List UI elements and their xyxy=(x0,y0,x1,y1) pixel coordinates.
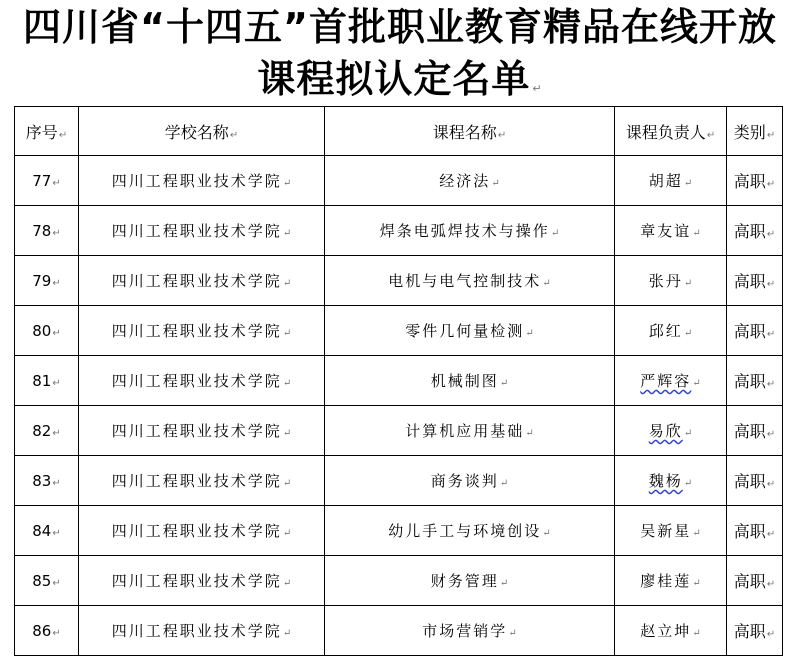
cell-index: 83↵ xyxy=(15,456,79,506)
cell-course: 市场营销学↵ xyxy=(325,606,615,656)
table-row xyxy=(15,606,783,656)
cell-school: 四川工程职业技术学院↵ xyxy=(79,356,325,406)
cell-type: 高职↵ xyxy=(727,456,783,506)
cell-lead: 魏杨↵ xyxy=(615,456,727,506)
header-type: 类别↵ xyxy=(727,107,783,156)
cell-lead: 章友谊↵ xyxy=(615,206,727,256)
cell-lead: 易欣↵ xyxy=(615,406,727,456)
table-row xyxy=(15,506,783,556)
paragraph-mark: ↵ xyxy=(532,82,543,95)
cell-type: 高职↵ xyxy=(727,256,783,306)
table-row xyxy=(15,556,783,606)
cell-type: 高职↵ xyxy=(727,406,783,456)
cell-course: 计算机应用基础↵ xyxy=(325,406,615,456)
table-header-row xyxy=(15,107,783,156)
cell-school: 四川工程职业技术学院↵ xyxy=(79,256,325,306)
cell-school: 四川工程职业技术学院↵ xyxy=(79,606,325,656)
cell-course: 零件几何量检测↵ xyxy=(325,306,615,356)
cell-type: 高职↵ xyxy=(727,306,783,356)
cell-index: 84↵ xyxy=(15,506,79,556)
title-text-2: 课程拟认定名单 xyxy=(257,57,531,101)
cell-type: 高职↵ xyxy=(727,356,783,406)
document-title-line-1 xyxy=(0,4,800,50)
cell-lead: 赵立坤↵ xyxy=(615,606,727,656)
cell-school: 四川工程职业技术学院↵ xyxy=(79,206,325,256)
cell-lead: 邱红↵ xyxy=(615,306,727,356)
cell-type: 高职↵ xyxy=(727,606,783,656)
cell-index: 85↵ xyxy=(15,556,79,606)
header-index: 序号↵ xyxy=(15,107,79,156)
table-row xyxy=(15,206,783,256)
cell-course: 焊条电弧焊技术与操作↵ xyxy=(325,206,615,256)
cell-school: 四川工程职业技术学院↵ xyxy=(79,506,325,556)
cell-index: 82↵ xyxy=(15,406,79,456)
cell-school: 四川工程职业技术学院↵ xyxy=(79,156,325,206)
cell-course: 商务谈判↵ xyxy=(325,456,615,506)
table-row xyxy=(15,406,783,456)
cell-type: 高职↵ xyxy=(727,556,783,606)
title-text-1: 四川省“十四五”首批职业教育精品在线开放 xyxy=(23,5,777,49)
cell-course: 机械制图↵ xyxy=(325,356,615,406)
cell-lead: 吴新星↵ xyxy=(615,506,727,556)
cell-index: 79↵ xyxy=(15,256,79,306)
cell-lead: 张丹↵ xyxy=(615,256,727,306)
cell-school: 四川工程职业技术学院↵ xyxy=(79,556,325,606)
header-course: 课程名称↵ xyxy=(325,107,615,156)
cell-course: 经济法↵ xyxy=(325,156,615,206)
cell-school: 四川工程职业技术学院↵ xyxy=(79,456,325,506)
cell-type: 高职↵ xyxy=(727,206,783,256)
course-list-table xyxy=(14,106,783,656)
cell-course: 幼儿手工与环境创设↵ xyxy=(325,506,615,556)
cell-index: 86↵ xyxy=(15,606,79,656)
document-title-line-2 xyxy=(0,56,800,112)
cell-lead: 廖桂莲↵ xyxy=(615,556,727,606)
table-row xyxy=(15,306,783,356)
cell-school: 四川工程职业技术学院↵ xyxy=(79,306,325,356)
cell-lead: 胡超↵ xyxy=(615,156,727,206)
cell-type: 高职↵ xyxy=(727,506,783,556)
header-lead: 课程负责人↵ xyxy=(615,107,727,156)
table-row xyxy=(15,156,783,206)
cell-index: 80↵ xyxy=(15,306,79,356)
cell-course: 财务管理↵ xyxy=(325,556,615,606)
table-row xyxy=(15,356,783,406)
cell-lead: 严辉容↵ xyxy=(615,356,727,406)
cell-school: 四川工程职业技术学院↵ xyxy=(79,406,325,456)
header-school: 学校名称↵ xyxy=(79,107,325,156)
table-row xyxy=(15,256,783,306)
cell-type: 高职↵ xyxy=(727,156,783,206)
cell-index: 78↵ xyxy=(15,206,79,256)
cell-index: 81↵ xyxy=(15,356,79,406)
table-row xyxy=(15,456,783,506)
cell-course: 电机与电气控制技术↵ xyxy=(325,256,615,306)
cell-index: 77↵ xyxy=(15,156,79,206)
